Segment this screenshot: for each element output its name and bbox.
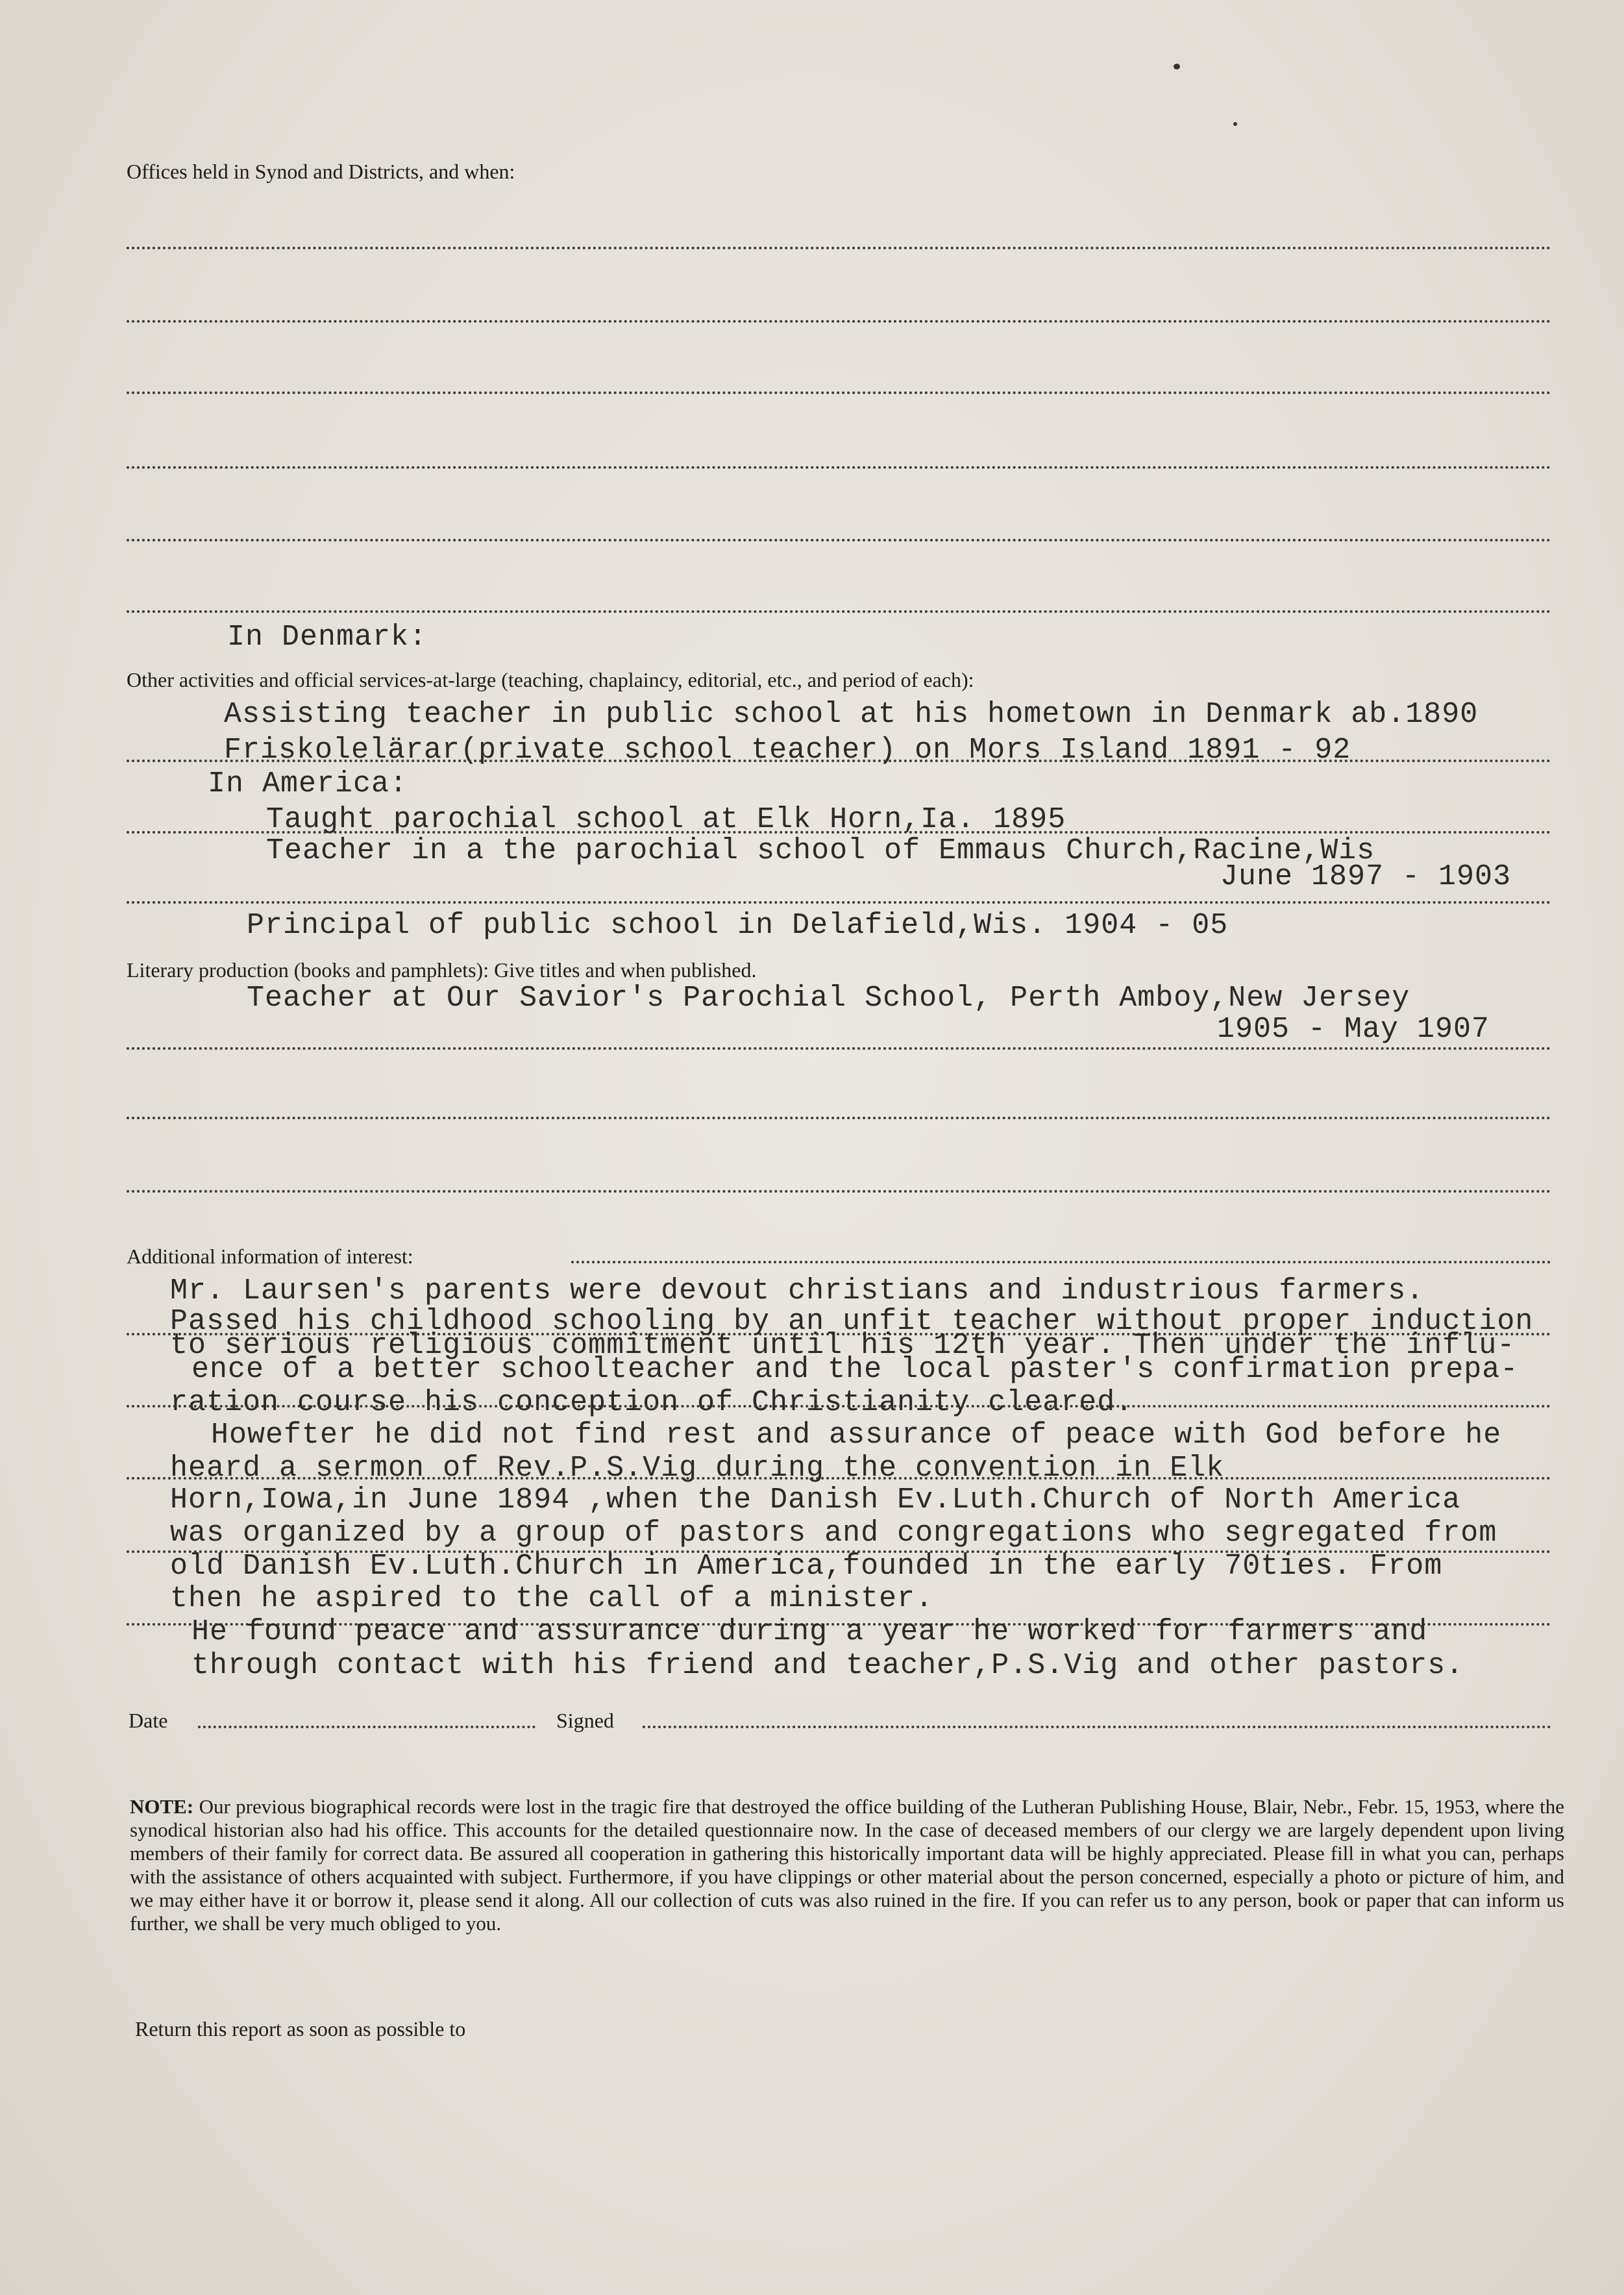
activities-line-1[interactable] <box>127 760 1551 762</box>
offices-line-4[interactable] <box>127 466 1551 469</box>
typed-additional-line: heard a sermon of Rev.P.S.Vig during the convention in Elk <box>170 1452 1225 1485</box>
typed-additional-line: Howefter he did not find rest and assurance of peace with God before he <box>211 1419 1502 1452</box>
paper-speck <box>1174 64 1180 69</box>
activities-label: Other activities and official services-at-large (teaching, chaplaincy, editorial, etc., and period of each): <box>127 668 974 691</box>
typed-additional-line: Horn,Iowa,in June 1894 ,when the Danish Ev.Luth.Church of North America <box>170 1483 1461 1517</box>
typed-activity-line: In America: <box>208 767 408 800</box>
note-label: NOTE: <box>130 1795 194 1818</box>
additional-line-2[interactable] <box>127 1405 1551 1408</box>
paper-speck <box>1233 122 1237 126</box>
offices-line-3[interactable] <box>127 391 1551 394</box>
typed-additional-line: ence of a better schoolteacher and the local paster's confirmation prepa- <box>191 1353 1519 1386</box>
signed-label: Signed <box>556 1709 614 1732</box>
typed-additional-line: then he aspired to the call of a minister. <box>170 1582 934 1615</box>
signed-field[interactable] <box>643 1726 1551 1728</box>
typed-additional-line: old Danish Ev.Luth.Church in America,founded in the early 70ties. From <box>170 1550 1443 1583</box>
typed-additional-line: through contact with his friend and teacher,P.S.Vig and other pastors. <box>191 1649 1464 1682</box>
offices-line-6[interactable] <box>127 610 1551 613</box>
literary-line-1[interactable] <box>127 1047 1551 1050</box>
offices-line-5[interactable] <box>127 539 1551 541</box>
typed-additional-line: Mr. Laursen's parents were devout christians and industrious farmers. <box>170 1274 1425 1308</box>
literary-line-2[interactable] <box>127 1117 1551 1119</box>
literary-line-3[interactable] <box>127 1190 1551 1193</box>
typed-denmark-heading: In Denmark: <box>227 621 428 654</box>
note-text: Our previous biographical records were lost in the tragic fire that destroyed the office building of the Lutheran Publishing House, Blair, Nebr., Febr. 15, 1953, where the synodical historian also had his office. This accounts for the detailed questionnaire now. In the case of deceased members of our clergy we are largely dependent upon living members of their family for correct data. Be assured all cooperation in gathering this historically important data will be highly appreciated. Please fill in what you can, perhaps with the assistance of others acquainted with subject. Furthermore, if you have clippings or other material about the person concerned, especially a photo or picture of him, and we may either have it or borrow it, please send it along. All our collection of cuts was also ruined in the fire. If you can refer us to any person, book or paper that can inform us further, we shall be very much obliged to you. <box>130 1795 1565 1935</box>
additional-label: Additional information of interest: <box>127 1245 413 1268</box>
additional-line-3[interactable] <box>127 1477 1551 1480</box>
additional-line-0[interactable] <box>571 1261 1551 1263</box>
typed-activity-line: Principal of public school in Delafield,Wis. 1904 - 05 <box>247 909 1229 942</box>
offices-label: Offices held in Synod and Districts, and when: <box>127 160 515 183</box>
offices-line-1[interactable] <box>127 247 1551 249</box>
return-label: Return this report as soon as possible to <box>135 2017 466 2041</box>
typed-additional-line: to serious religious commitment until his 12th year. Then under the influ- <box>170 1329 1516 1362</box>
typed-additional-line: was organized by a group of pastors and congregations who segregated from <box>170 1517 1497 1550</box>
activities-line-2[interactable] <box>127 831 1551 834</box>
date-field[interactable] <box>198 1726 535 1728</box>
note-paragraph <box>130 1795 1564 1935</box>
date-label: Date <box>129 1709 168 1732</box>
typed-additional-line: ration course his conception of Christianity cleared. <box>170 1386 1134 1419</box>
typed-activity-line: Assisting teacher in public school at his hometown in Denmark ab.1890 <box>224 698 1479 731</box>
typed-additional-line: He found peace and assurance during a year he worked for farmers and <box>191 1615 1428 1648</box>
typed-literary-line: Teacher at Our Savior's Parochial School, Perth Amboy,New Jersey <box>247 982 1410 1015</box>
activities-line-3[interactable] <box>127 901 1551 904</box>
offices-line-2[interactable] <box>127 320 1551 323</box>
typed-literary-line: 1905 - May 1907 <box>1217 1013 1490 1046</box>
literary-label: Literary production (books and pamphlets): Give titles and when published. <box>127 958 757 982</box>
typed-additional-line: Passed his childhood schooling by an unfit teacher without proper induction <box>170 1305 1534 1338</box>
typed-activity-line: Friskolelärar(private school teacher) on Mors Island 1891 - 92 <box>224 734 1351 767</box>
typed-activity-line: Teacher in a the parochial school of Emmaus Church,Racine,Wis <box>266 834 1375 867</box>
typed-activity-line: Taught parochial school at Elk Horn,Ia. 1895 <box>266 803 1066 836</box>
typed-activity-line: June 1897 - 1903 <box>1220 860 1512 893</box>
